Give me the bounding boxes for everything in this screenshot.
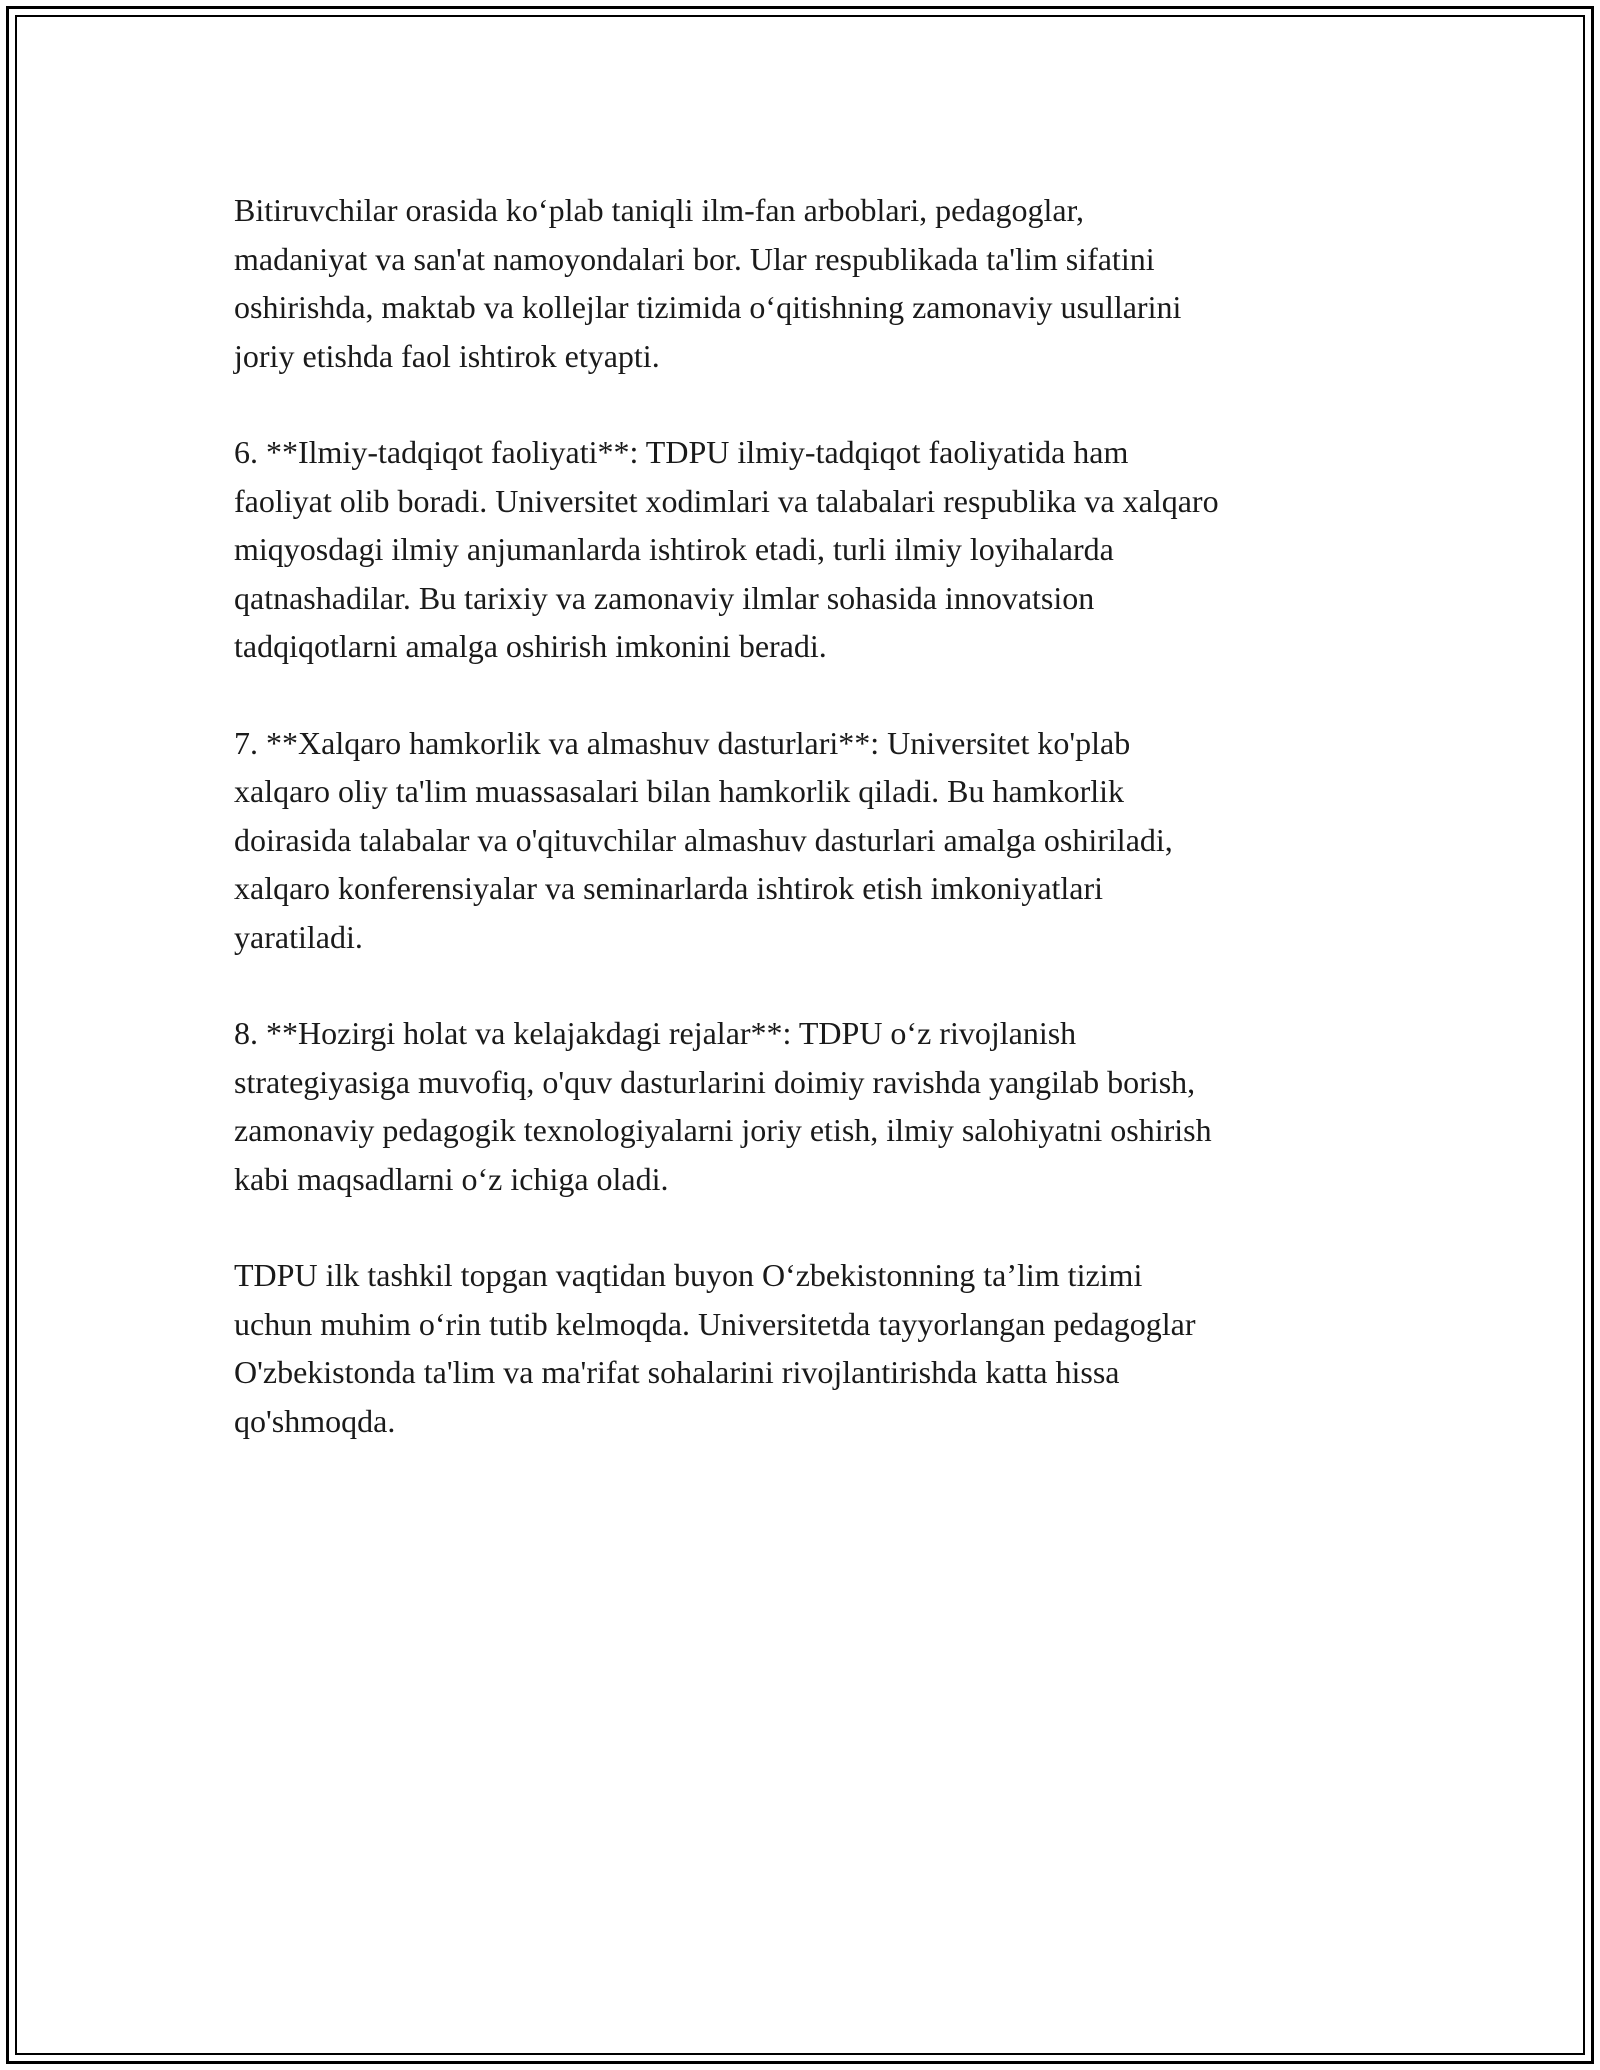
paragraph-graduates: Bitiruvchilar orasida ko‘plab taniqli ilm-fan arboblari, pedagoglar, madaniyat va san'at namoyondalari bor. Ular respublikada ta'lim sifatini oshirishda, maktab va kollejlar tizimida o‘qitishning zamonaviy usullarini joriy etishda faol ishtirok etyapti. (234, 192, 1182, 374)
paragraph-research-activity: 6. **Ilmiy-tadqiqot faoliyati**: TDPU ilmiy-tadqiqot faoliyatida ham faoliyat olib boradi. Universitet xodimlari va talabalari respublika va xalqaro miqyosdagi ilmiy anjumanlarda ishtirok etadi, turli ilmiy loyihalarda qatnashadilar. Bu tarixiy va zamonaviy ilmlar sohasida innovatsion tadqiqotlarni amalga oshirish imkonini beradi. (234, 434, 1219, 664)
document-body (234, 186, 1374, 1493)
paragraph-current-state-plans: 8. **Hozirgi holat va kelajakdagi rejalar**: TDPU o‘z rivojlanish strategiyasiga muvofiq, o'quv dasturlarini doimiy ravishda yangilab borish, zamonaviy pedagogik texnologiyalarni joriy etish, ilmiy salohiyatni oshirish kabi maqsadlarni o‘z ichiga oladi. (234, 1015, 1212, 1197)
paragraph-international-cooperation: 7. **Xalqaro hamkorlik va almashuv dasturlari**: Universitet ko'plab xalqaro oliy ta'lim muassasalari bilan hamkorlik qiladi. Bu hamkorlik doirasida talabalar va o'qituvchilar almashuv dasturlari amalga oshiriladi, xalqaro konferensiyalar va seminarlarda ishtirok etish imkoniyatlari yaratiladi. (234, 724, 1173, 955)
paragraph-conclusion: TDPU ilk tashkil topgan vaqtidan buyon O‘zbekistonning ta’lim tizimi uchun muhim o‘rin tutib kelmoqda. Universitetda tayyorlangan pedagoglar O'zbekistonda ta'lim va ma'rifat sohalarini rivojlantirishda katta hissa qo'shmoqda. (234, 1257, 1196, 1439)
